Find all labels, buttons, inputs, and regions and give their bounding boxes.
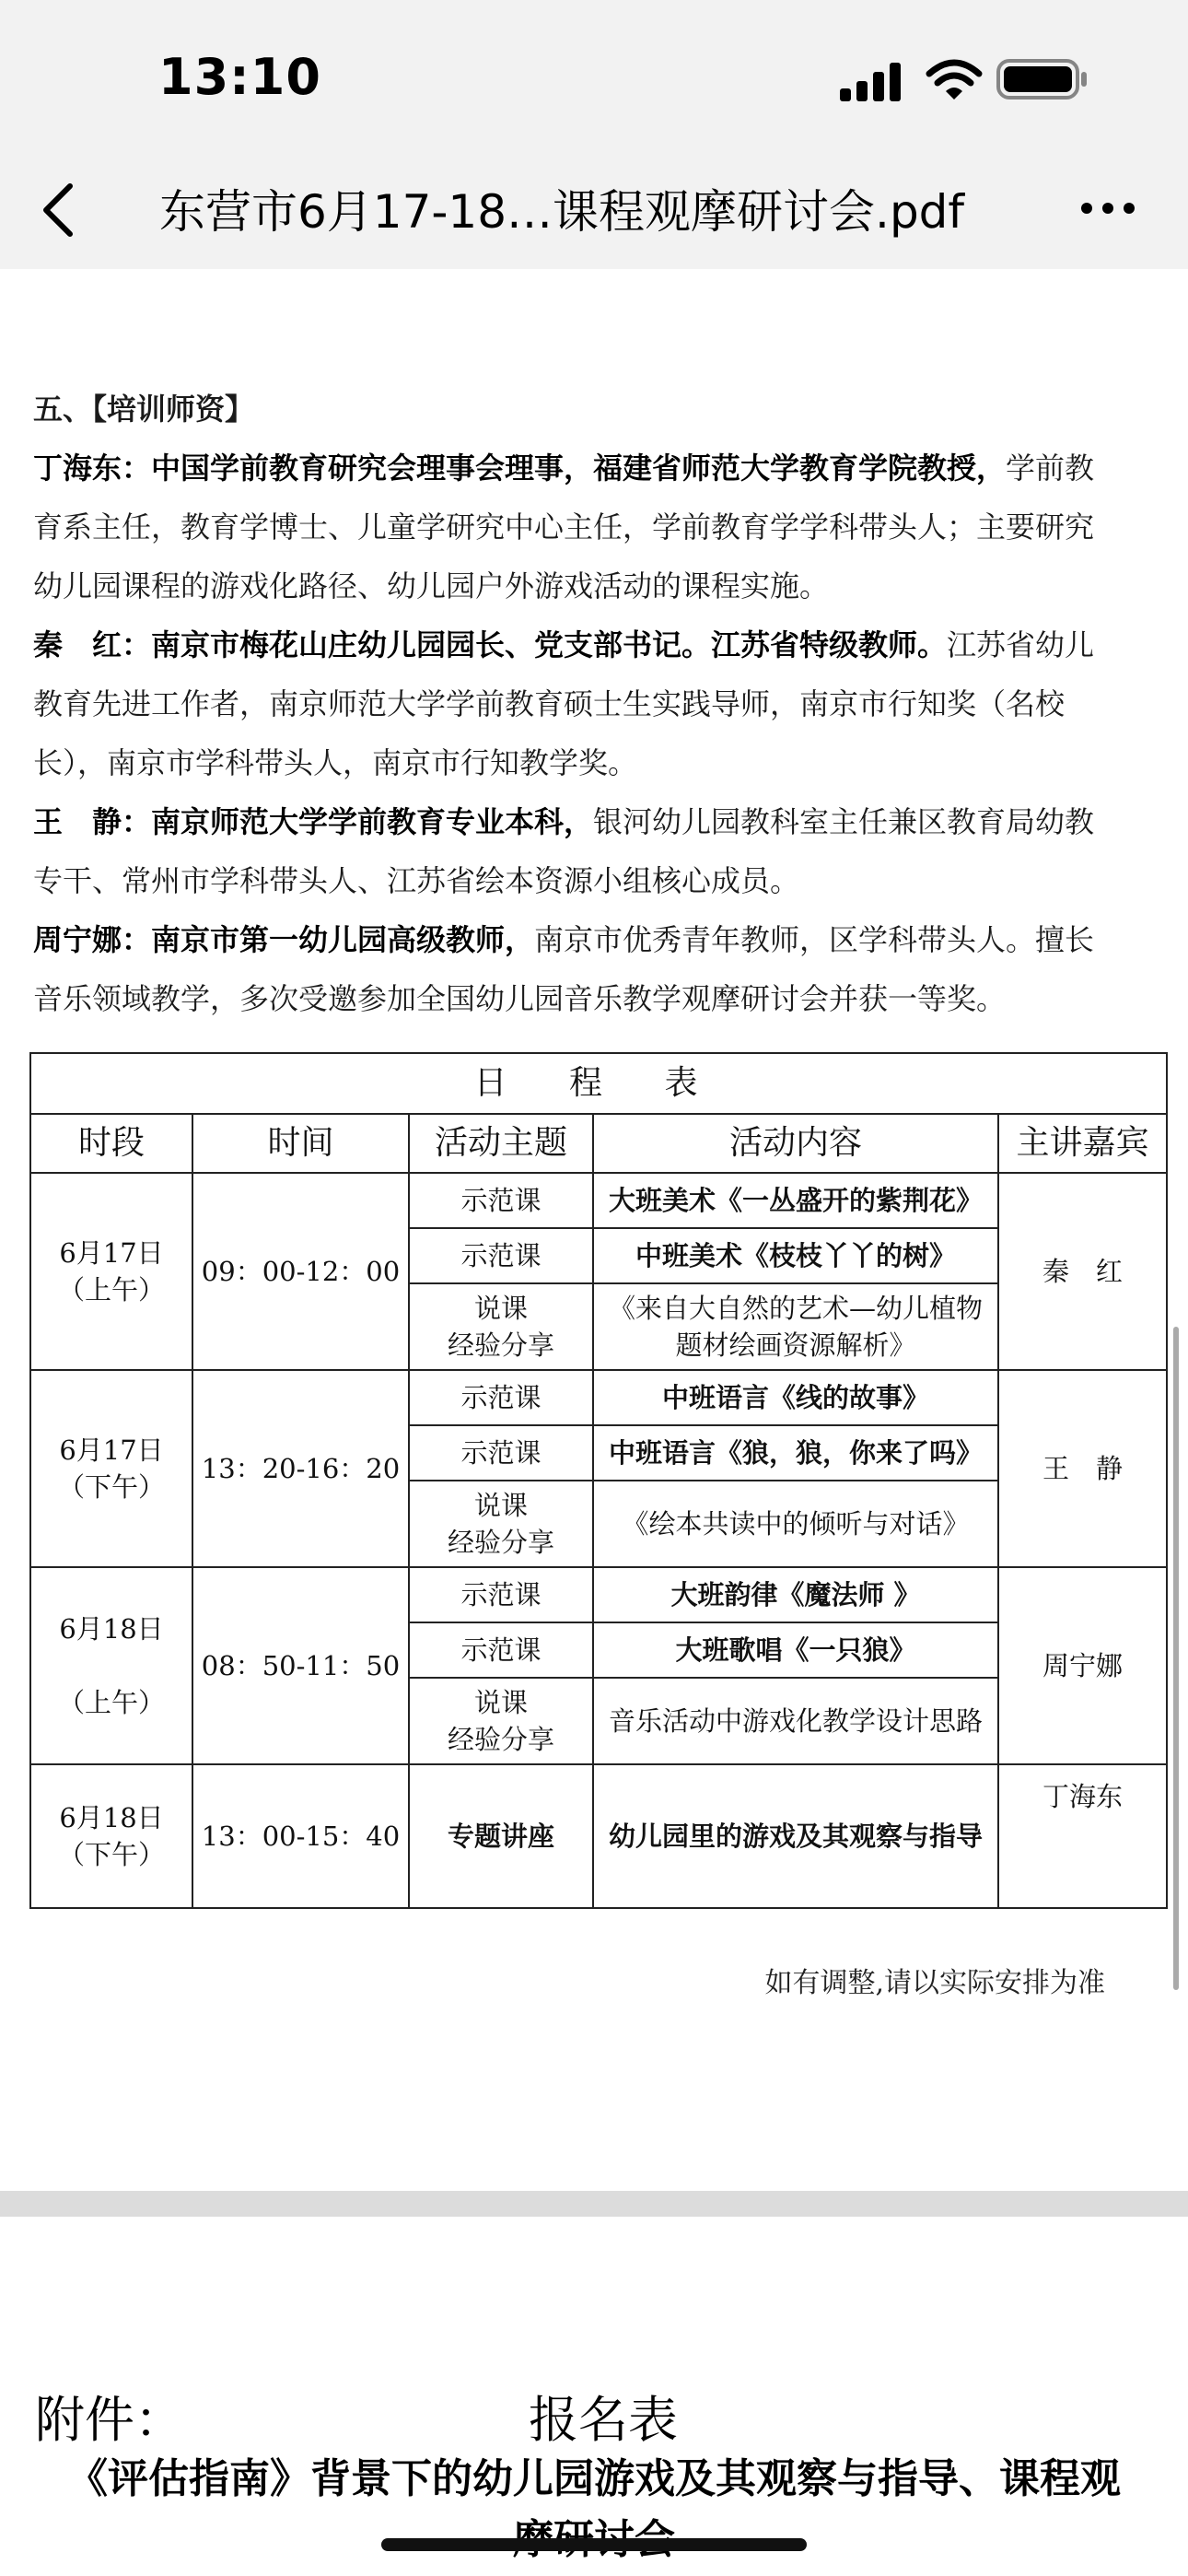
column-header: 活动主题 <box>409 1114 593 1173</box>
speaker-cell: 周宁娜 <box>998 1567 1167 1764</box>
more-icon[interactable] <box>1079 195 1136 221</box>
time-cell: 13：00-15：40 <box>192 1764 409 1908</box>
speaker-cell: 秦 红 <box>998 1173 1167 1370</box>
theme-cell: 说课 经验分享 <box>409 1481 593 1567</box>
content-cell: 中班语言《线的故事》 <box>593 1370 998 1425</box>
faculty-entry: 秦 红：南京市梅花山庄幼儿园园长、党支部书记。江苏省特级教师。江苏省幼儿教育先进工作者，南京师范大学学前教育硕士生实践导师，南京市行知奖（名校长），南京市学科带头人，南京市行知教学奖。 <box>33 627 1095 780</box>
table-caption: 日 程 表 <box>30 1053 1167 1114</box>
table-row <box>30 1764 1167 1908</box>
period-cell: 6月17日 （上午） <box>30 1173 192 1370</box>
theme-cell: 示范课 <box>409 1173 593 1228</box>
time-cell: 08：50-11：50 <box>192 1567 409 1764</box>
theme-cell: 专题讲座 <box>409 1764 593 1908</box>
theme-cell: 示范课 <box>409 1370 593 1425</box>
content-cell: 音乐活动中游戏化教学设计思路 <box>593 1678 998 1764</box>
home-indicator[interactable] <box>381 2538 807 2551</box>
scrollbar[interactable] <box>1173 1327 1179 1990</box>
time-cell: 09：00-12：00 <box>192 1173 409 1370</box>
event-title: 《评估指南》背景下的幼儿园游戏及其观察与指导、课程观 <box>67 2455 1121 2502</box>
column-header: 主讲嘉宾 <box>998 1114 1167 1173</box>
table-row <box>30 1370 1167 1425</box>
attachment-label: 附件： <box>35 2391 184 2449</box>
top-bar <box>0 0 1188 269</box>
speaker-cell: 王 静 <box>998 1370 1167 1567</box>
content-cell: 幼儿园里的游戏及其观察与指导 <box>593 1764 998 1908</box>
faculty-section <box>33 380 1111 1028</box>
schedule-note: 如有调整,请以实际安排为准 <box>764 1967 1105 1999</box>
time-cell: 13：20-16：20 <box>192 1370 409 1567</box>
period-cell: 6月18日 （下午） <box>30 1764 192 1908</box>
theme-cell: 说课 经验分享 <box>409 1283 593 1370</box>
content-cell: 中班语言《狼，狼，你来了吗》 <box>593 1425 998 1481</box>
status-time: 13:10 <box>158 48 321 106</box>
column-header: 活动内容 <box>593 1114 998 1173</box>
schedule-table <box>29 1052 1168 1909</box>
table-row <box>30 1567 1167 1622</box>
speaker-cell: 丁海东 <box>998 1764 1167 1908</box>
battery-icon <box>996 57 1089 101</box>
period-cell: 6月17日 （下午） <box>30 1370 192 1567</box>
theme-cell: 示范课 <box>409 1425 593 1481</box>
form-title: 报名表 <box>529 2391 678 2449</box>
signal-icon <box>840 61 917 101</box>
pdf-page-1 <box>0 269 1188 2195</box>
table-row <box>30 1173 1167 1228</box>
content-cell: 中班美术《枝枝丫丫的树》 <box>593 1228 998 1283</box>
column-header: 时段 <box>30 1114 192 1173</box>
content-cell: 大班韵律《魔法师 》 <box>593 1567 998 1622</box>
back-icon[interactable] <box>37 181 81 240</box>
content-cell: 《来自大自然的艺术—幼儿植物题材绘画资源解析》 <box>593 1283 998 1370</box>
column-header: 时间 <box>192 1114 409 1173</box>
content-cell: 《绘本共读中的倾听与对话》 <box>593 1481 998 1567</box>
faculty-entry: 周宁娜：南京市第一幼儿园高级教师，南京市优秀青年教师，区学科带头人。擅长音乐领域教学，多次受邀参加全国幼儿园音乐教学观摩研讨会并获一等奖。 <box>33 922 1095 1016</box>
page-separator <box>0 2191 1188 2217</box>
theme-cell: 示范课 <box>409 1567 593 1622</box>
period-cell: 6月18日 （上午） <box>30 1567 192 1764</box>
faculty-entry: 王 静：南京师范大学学前教育专业本科，银河幼儿园教科室主任兼区教育局幼教专干、常州市学科带头人、江苏省绘本资源小组核心成员。 <box>33 804 1095 898</box>
theme-cell: 示范课 <box>409 1622 593 1678</box>
theme-cell: 说课 经验分享 <box>409 1678 593 1764</box>
theme-cell: 示范课 <box>409 1228 593 1283</box>
wifi-icon <box>926 57 983 101</box>
faculty-entry: 丁海东：中国学前教育研究会理事会理事，福建省师范大学教育学院教授，学前教育系主任，教育学博士、儿童学研究中心主任，学前教育学学科带头人；主要研究幼儿园课程的游戏化路径、幼儿园户外游戏活动的课程实施。 <box>33 451 1095 603</box>
content-cell: 大班美术《一丛盛开的紫荆花》 <box>593 1173 998 1228</box>
pdf-page-2 <box>0 2217 1188 2576</box>
section-heading: 五、【培训师资】 <box>33 392 255 427</box>
document-title: 东营市6月17-18…课程观摩研讨会.pdf <box>158 185 965 239</box>
content-cell: 大班歌唱《一只狼》 <box>593 1622 998 1678</box>
